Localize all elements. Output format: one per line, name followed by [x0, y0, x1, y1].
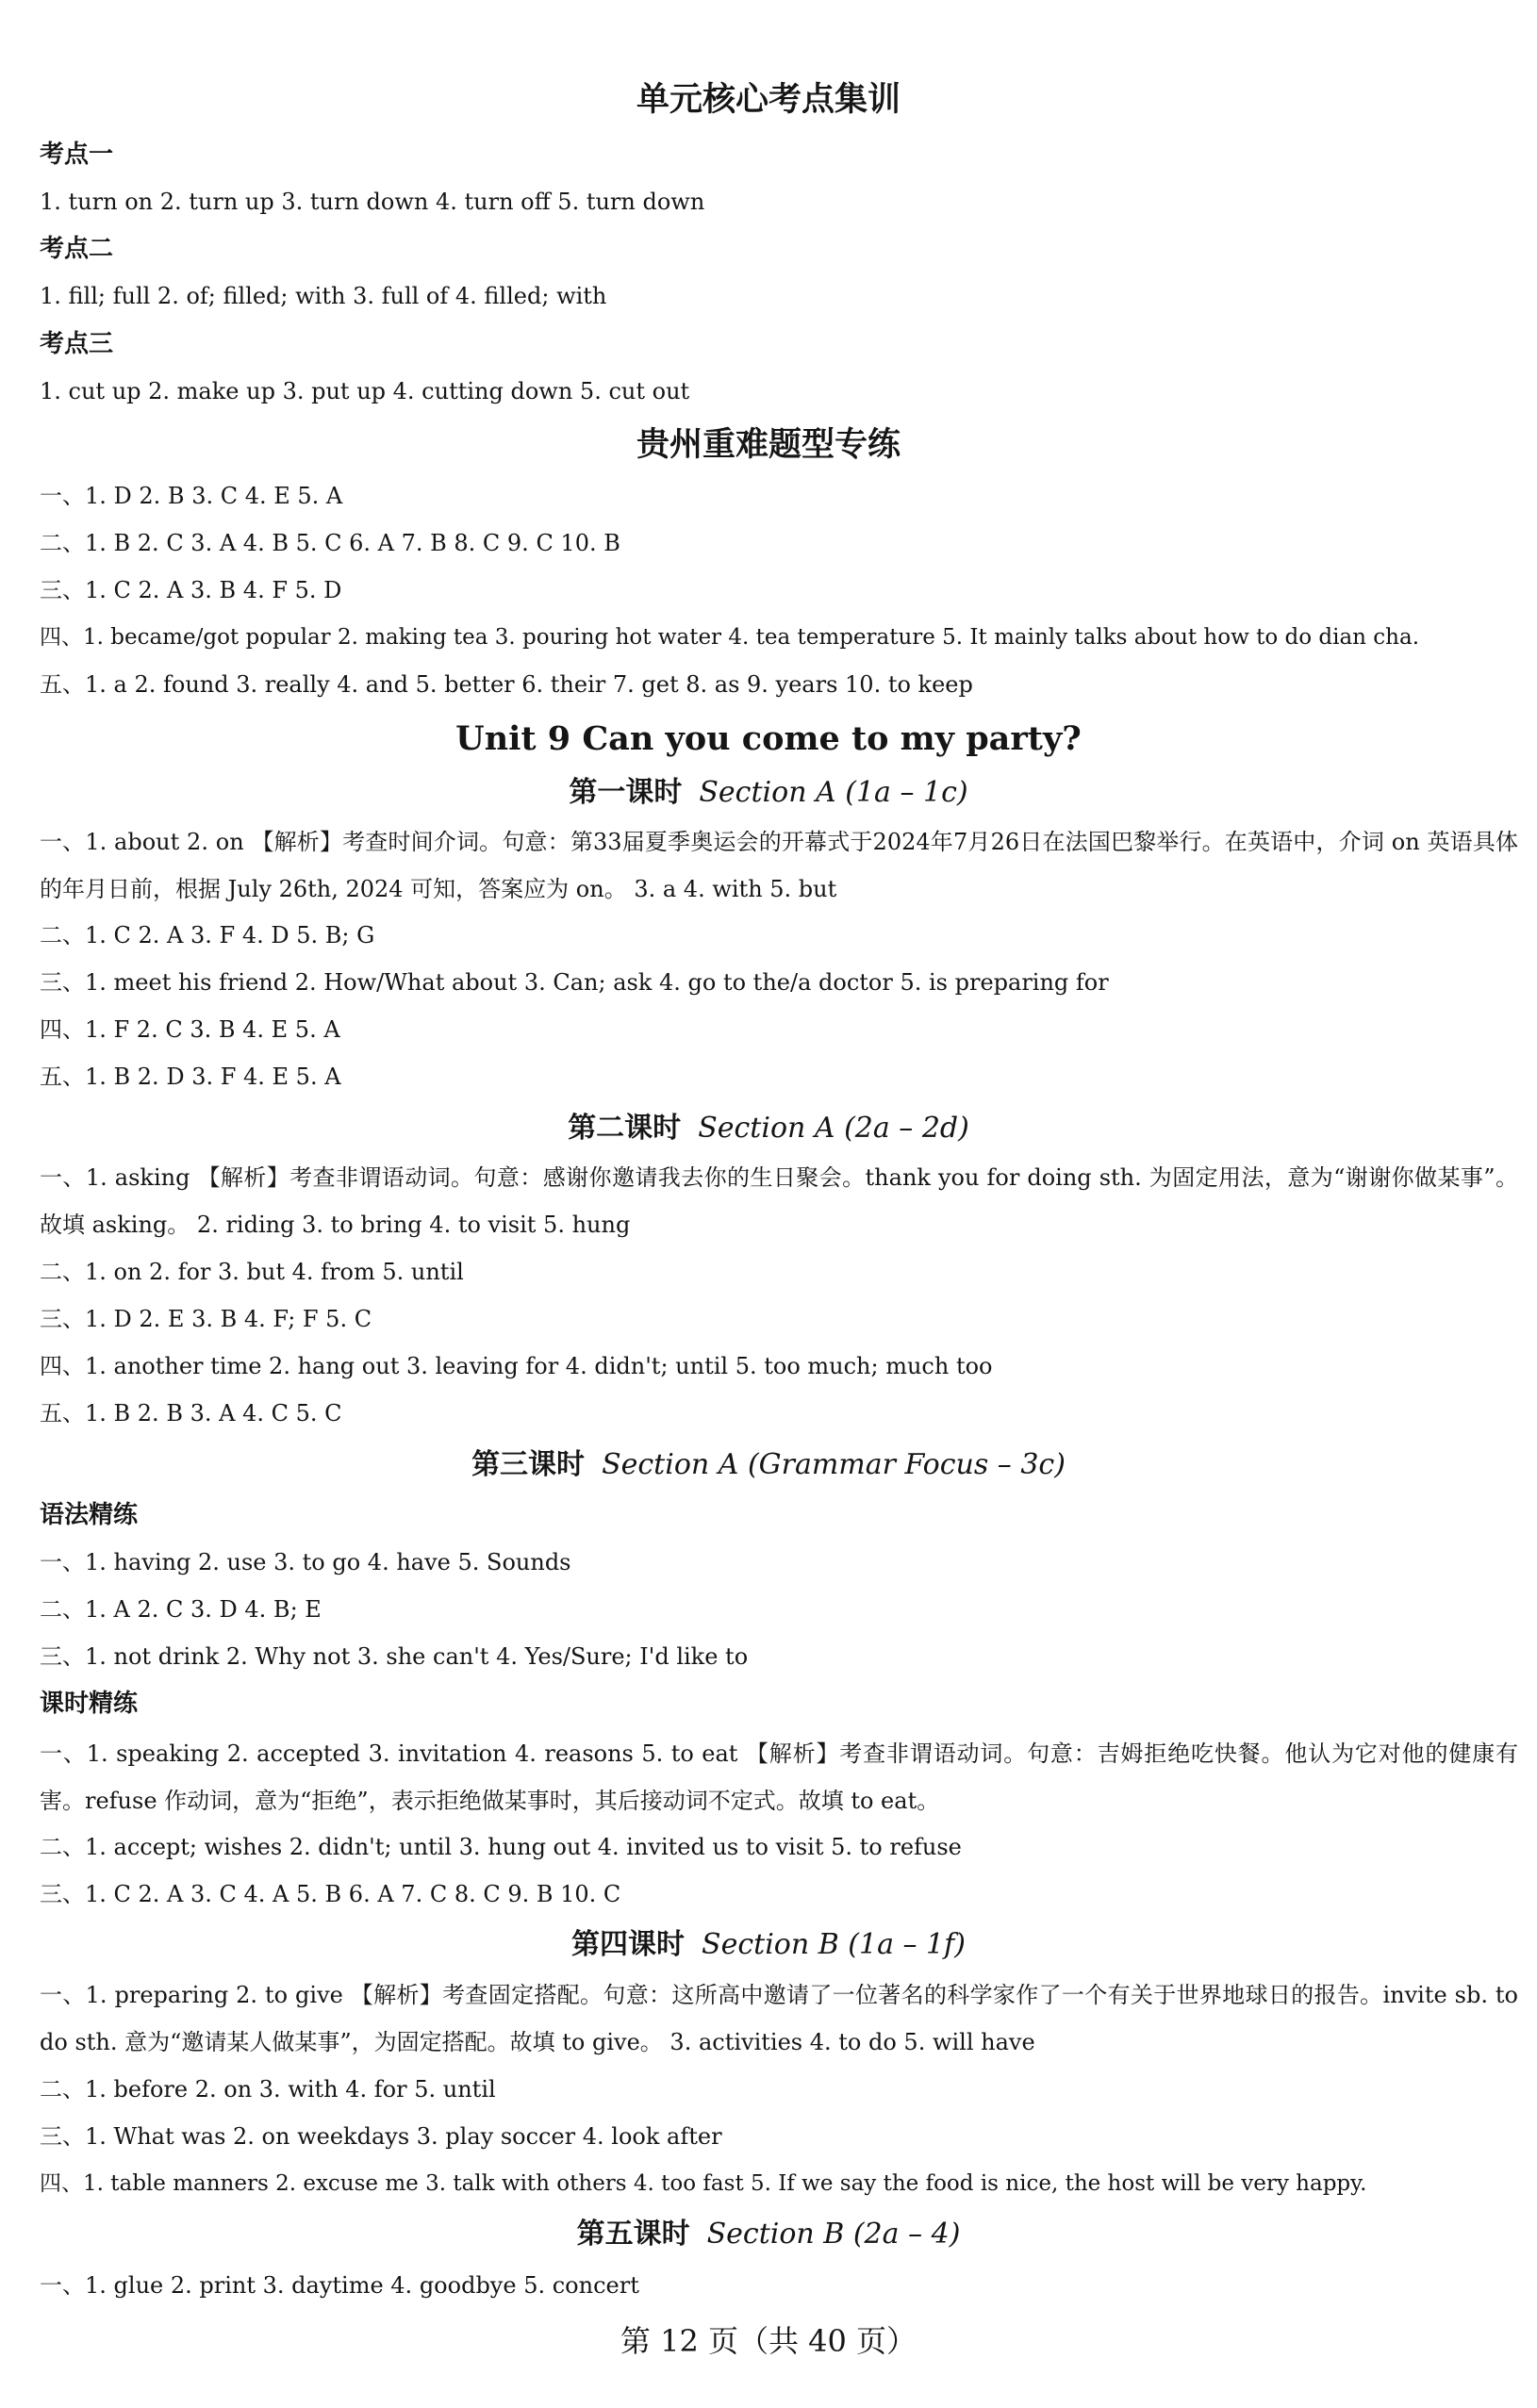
lesson-2-part-1: 一、1. asking 【解析】考查非谓语动词。句意：感谢你邀请我去你的生日聚会。thank you for doing sth. 为固定用法，意为“谢谢你做某事”。故填 asking。 2. riding 3. to bring 4. to visit 5. hung	[40, 1164, 1518, 1238]
practice-line-2: 二、1. accept; wishes 2. didn't; until 3. hung out 4. invited us to visit 5. to refuse	[40, 1834, 962, 1860]
lesson-2-line-3: 三、1. D 2. E 3. B 4. F; F 5. C	[40, 1306, 372, 1332]
guizhou-line-3: 三、1. C 2. A 3. B 4. F 5. D	[40, 577, 342, 603]
lesson-1-en: Section A (1a – 1c)	[699, 776, 968, 809]
grammar-heading: 语法精练	[40, 1501, 139, 1529]
lesson-2-en: Section A (2a – 2d)	[698, 1112, 969, 1145]
lesson-1-cn: 第一课时	[569, 776, 683, 809]
section-title: 单元核心考点集训	[636, 81, 901, 119]
lesson-5-en: Section B (2a – 4)	[706, 2218, 961, 2251]
point-1-heading: 考点一	[40, 140, 114, 169]
guizhou-line-1: 一、1. D 2. B 3. C 4. E 5. A	[40, 483, 343, 509]
grammar-line-2: 二、1. A 2. C 3. D 4. B; E	[40, 1596, 322, 1623]
lesson-5-title	[0, 2216, 1537, 2253]
point-1-answers: 1. turn on 2. turn up 3. turn down 4. turn off 5. turn down	[40, 189, 705, 215]
lesson-5-cn: 第五课时	[576, 2218, 690, 2251]
lesson-3-en: Section A (Grammar Focus – 3c)	[602, 1448, 1066, 1481]
lesson-4-part-1: 一、1. preparing 2. to give 【解析】考查固定搭配。句意：这所高中邀请了一位著名的科学家作了一个有关于世界地球日的报告。invite sb. to do sth. 意为“邀请某人做某事”，为固定搭配。故填 to give。 3. activities 4. to do 5. will have	[40, 1982, 1518, 2055]
lesson-2-line-2: 二、1. on 2. for 3. but 4. from 5. until	[40, 1259, 464, 1285]
unit-title: Unit 9 Can you come to my party?	[455, 719, 1082, 758]
point-2-answers: 1. fill; full 2. of; filled; with 3. full of 4. filled; with	[40, 283, 607, 309]
guizhou-title: 贵州重难题型专练	[636, 426, 901, 464]
lesson-1-line-3: 三、1. meet his friend 2. How/What about 3. Can; ask 4. go to the/a doctor 5. is preparing for	[40, 969, 1109, 996]
lesson-5-line-1: 一、1. glue 2. print 3. daytime 4. goodbye 5. concert	[40, 2272, 639, 2299]
lesson-4-title	[0, 1926, 1537, 1964]
practice-part-1: 一、1. speaking 2. accepted 3. invitation 4. reasons 5. to eat 【解析】考查非谓语动词。句意：吉姆拒绝吃快餐。他认为它对他的健康有害。refuse 作动词，意为“拒绝”，表示拒绝做某事时，其后接动词不定式。故填 to eat。	[40, 1740, 1518, 1814]
lesson-4-cn: 第四课时	[571, 1928, 686, 1961]
lesson-4-line-4: 四、1. table manners 2. excuse me 3. talk with others 4. too fast 5. If we say the food is nice, the host will be very happy.	[40, 2171, 1367, 2196]
lesson-3-title	[0, 1446, 1537, 1484]
lesson-1-line-4: 四、1. F 2. C 3. B 4. E 5. A	[40, 1016, 340, 1043]
practice-heading: 课时精练	[40, 1690, 139, 1718]
lesson-2-line-4: 四、1. another time 2. hang out 3. leaving for 4. didn't; until 5. too much; much too	[40, 1353, 993, 1379]
lesson-3-cn: 第三课时	[471, 1448, 586, 1481]
lesson-1-title	[0, 774, 1537, 812]
lesson-4-line-3: 三、1. What was 2. on weekdays 3. play soccer 4. look after	[40, 2123, 722, 2150]
lesson-1-line-2: 二、1. C 2. A 3. F 4. D 5. B; G	[40, 922, 375, 948]
lesson-1-line-5: 五、1. B 2. D 3. F 4. E 5. A	[40, 1064, 341, 1090]
point-3-heading: 考点三	[40, 330, 114, 358]
lesson-4-line-2: 二、1. before 2. on 3. with 4. for 5. until	[40, 2076, 496, 2103]
page-footer: 第 12 页（共 40 页）	[620, 2323, 917, 2359]
practice-line-3: 三、1. C 2. A 3. C 4. A 5. B 6. A 7. C 8. C 9. B 10. C	[40, 1881, 621, 1907]
lesson-4-en: Section B (1a – 1f)	[702, 1928, 966, 1961]
guizhou-line-2: 二、1. B 2. C 3. A 4. B 5. C 6. A 7. B 8. C 9. C 10. B	[40, 530, 620, 556]
lesson-1-part-1: 一、1. about 2. on 【解析】考查时间介词。句意：第33届夏季奥运会的开幕式于2024年7月26日在法国巴黎举行。在英语中，介词 on 英语具体的年月日前，根据 July 26th, 2024 可知，答案应为 on。 3. a 4. with 5. but	[40, 829, 1518, 902]
lesson-2-title	[0, 1110, 1537, 1147]
grammar-line-3: 三、1. not drink 2. Why not 3. she can't 4. Yes/Sure; I'd like to	[40, 1643, 749, 1670]
guizhou-line-4: 四、1. became/got popular 2. making tea 3. pouring hot water 4. tea temperature 5. It mainly talks about how to do dian cha.	[40, 625, 1420, 650]
point-3-answers: 1. cut up 2. make up 3. put up 4. cutting down 5. cut out	[40, 378, 690, 404]
lesson-2-line-5: 五、1. B 2. B 3. A 4. C 5. C	[40, 1400, 342, 1427]
grammar-line-1: 一、1. having 2. use 3. to go 4. have 5. Sounds	[40, 1549, 571, 1575]
guizhou-line-5: 五、1. a 2. found 3. really 4. and 5. better 6. their 7. get 8. as 9. years 10. to keep	[40, 671, 973, 698]
point-2-heading: 考点二	[40, 235, 114, 263]
lesson-2-cn: 第二课时	[568, 1112, 682, 1145]
